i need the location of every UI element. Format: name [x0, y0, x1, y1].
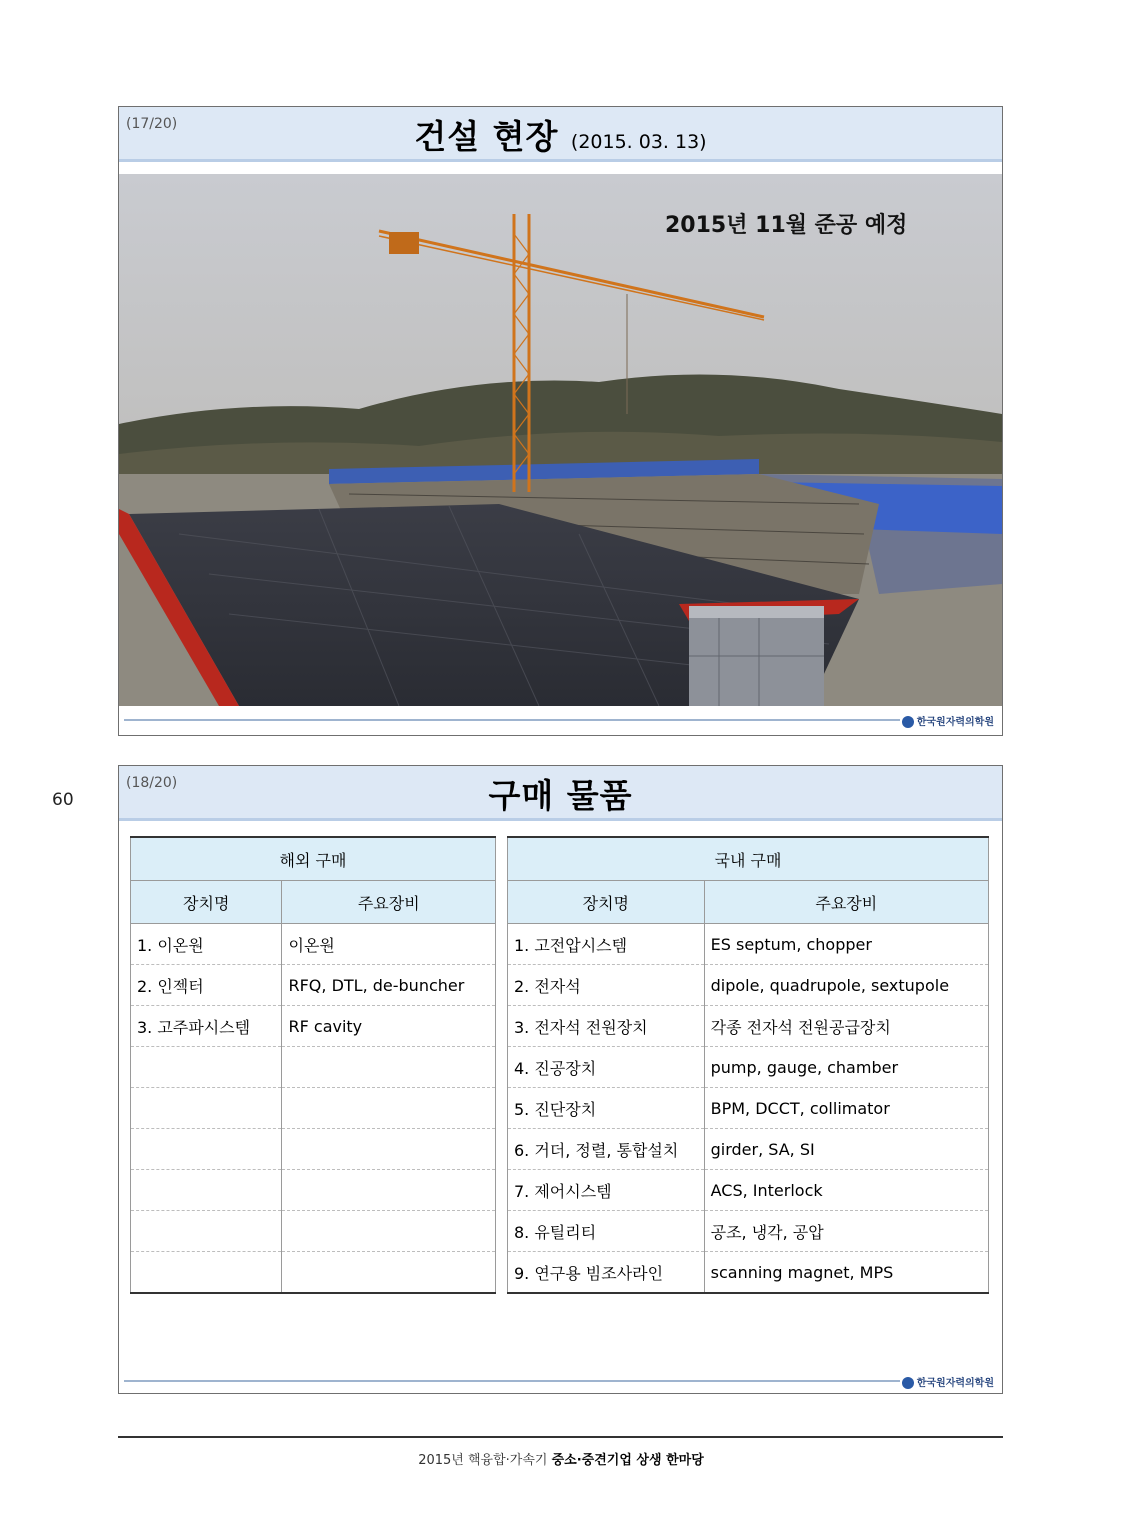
slide-header — [119, 766, 1002, 821]
slide-counter: (17/20) — [126, 116, 178, 132]
column-header-equipment: 주요장비 — [704, 881, 988, 924]
institute-logo-icon — [902, 716, 914, 728]
institute-logo — [902, 1374, 994, 1389]
institute-logo-text: 한국원자력의학원 — [916, 717, 994, 728]
table-row — [508, 1129, 989, 1170]
table-row — [131, 1211, 496, 1252]
footer-divider — [124, 719, 900, 721]
construction-photo — [119, 174, 1002, 706]
slide-title-text: 구매 물품 — [488, 776, 633, 815]
cell-equipment: RF cavity — [282, 1006, 496, 1047]
page-footer-emphasis: 중소·중견기업 상생 한마당 — [551, 1453, 704, 1468]
slide-counter: (18/20) — [126, 775, 178, 791]
cell-device: 1. 고전압시스템 — [508, 924, 705, 965]
institute-logo — [902, 713, 994, 728]
construction-site-illustration — [119, 174, 1002, 706]
cell-device: 3. 전자석 전원장치 — [508, 1006, 705, 1047]
footer-divider — [124, 1380, 900, 1382]
cell-device: 1. 이온원 — [131, 924, 282, 965]
cell-device — [131, 1211, 282, 1252]
photo-caption: 2015년 11월 준공 예정 — [665, 213, 908, 238]
table-row — [131, 924, 496, 965]
page-footer-prefix: 2015년 핵융합·가속기 — [418, 1453, 548, 1468]
cell-equipment: pump, gauge, chamber — [704, 1047, 988, 1088]
cell-equipment: 각종 전자석 전원공급장치 — [704, 1006, 988, 1047]
cell-equipment: BPM, DCCT, collimator — [704, 1088, 988, 1129]
table-row — [508, 965, 989, 1006]
table-row — [508, 1170, 989, 1211]
cell-device: 9. 연구용 빔조사라인 — [508, 1252, 705, 1294]
slide-header — [119, 107, 1002, 162]
cell-device: 4. 진공장치 — [508, 1047, 705, 1088]
cell-equipment: RFQ, DTL, de-buncher — [282, 965, 496, 1006]
cell-equipment: ACS, Interlock — [704, 1170, 988, 1211]
domestic-purchase-table — [507, 836, 989, 1294]
cell-equipment: dipole, quadrupole, sextupole — [704, 965, 988, 1006]
overseas-group-header: 해외 구매 — [131, 837, 496, 881]
table-row — [508, 924, 989, 965]
table-row — [508, 1047, 989, 1088]
slide-title — [119, 111, 1002, 158]
cell-equipment — [282, 1170, 496, 1211]
cell-device — [131, 1252, 282, 1294]
institute-logo-icon — [902, 1377, 914, 1389]
table-row — [131, 1088, 496, 1129]
cell-device — [131, 1170, 282, 1211]
cell-device: 6. 거더, 정렬, 통합설치 — [508, 1129, 705, 1170]
cell-device: 2. 전자석 — [508, 965, 705, 1006]
cell-device: 8. 유틸리티 — [508, 1211, 705, 1252]
column-header-device: 장치명 — [131, 881, 282, 924]
slide-title-date: (2015. 03. 13) — [570, 131, 707, 153]
slide-purchase-items — [118, 765, 1003, 1394]
cell-device: 2. 인젝터 — [131, 965, 282, 1006]
table-row — [131, 1047, 496, 1088]
table-row — [131, 1129, 496, 1170]
cell-device — [131, 1047, 282, 1088]
table-row — [508, 1211, 989, 1252]
column-header-device: 장치명 — [508, 881, 705, 924]
cell-equipment: scanning magnet, MPS — [704, 1252, 988, 1294]
cell-equipment — [282, 1252, 496, 1294]
cell-device — [131, 1088, 282, 1129]
page-footer — [0, 1449, 1122, 1468]
cell-equipment — [282, 1088, 496, 1129]
table-row — [131, 1252, 496, 1294]
table-row — [131, 965, 496, 1006]
column-header-equipment: 주요장비 — [282, 881, 496, 924]
table-row — [508, 1006, 989, 1047]
cell-device: 3. 고주파시스템 — [131, 1006, 282, 1047]
cell-equipment — [282, 1211, 496, 1252]
cell-equipment: 이온원 — [282, 924, 496, 965]
cell-equipment: 공조, 냉각, 공압 — [704, 1211, 988, 1252]
cell-device: 7. 제어시스템 — [508, 1170, 705, 1211]
page-footer-rule — [118, 1436, 1003, 1438]
cell-equipment — [282, 1129, 496, 1170]
slide-title — [119, 770, 1002, 817]
page-number: 60 — [52, 790, 74, 810]
slide-title-text: 건설 현장 — [414, 117, 559, 156]
domestic-group-header: 국내 구매 — [508, 837, 989, 881]
cell-device — [131, 1129, 282, 1170]
cell-equipment: ES septum, chopper — [704, 924, 988, 965]
cell-equipment — [282, 1047, 496, 1088]
slide-construction-site — [118, 106, 1003, 736]
cell-equipment: girder, SA, SI — [704, 1129, 988, 1170]
table-row — [131, 1170, 496, 1211]
overseas-purchase-table — [130, 836, 496, 1294]
table-row — [131, 1006, 496, 1047]
table-row — [508, 1252, 989, 1294]
institute-logo-text: 한국원자력의학원 — [916, 1378, 994, 1389]
cell-device: 5. 진단장치 — [508, 1088, 705, 1129]
table-row — [508, 1088, 989, 1129]
